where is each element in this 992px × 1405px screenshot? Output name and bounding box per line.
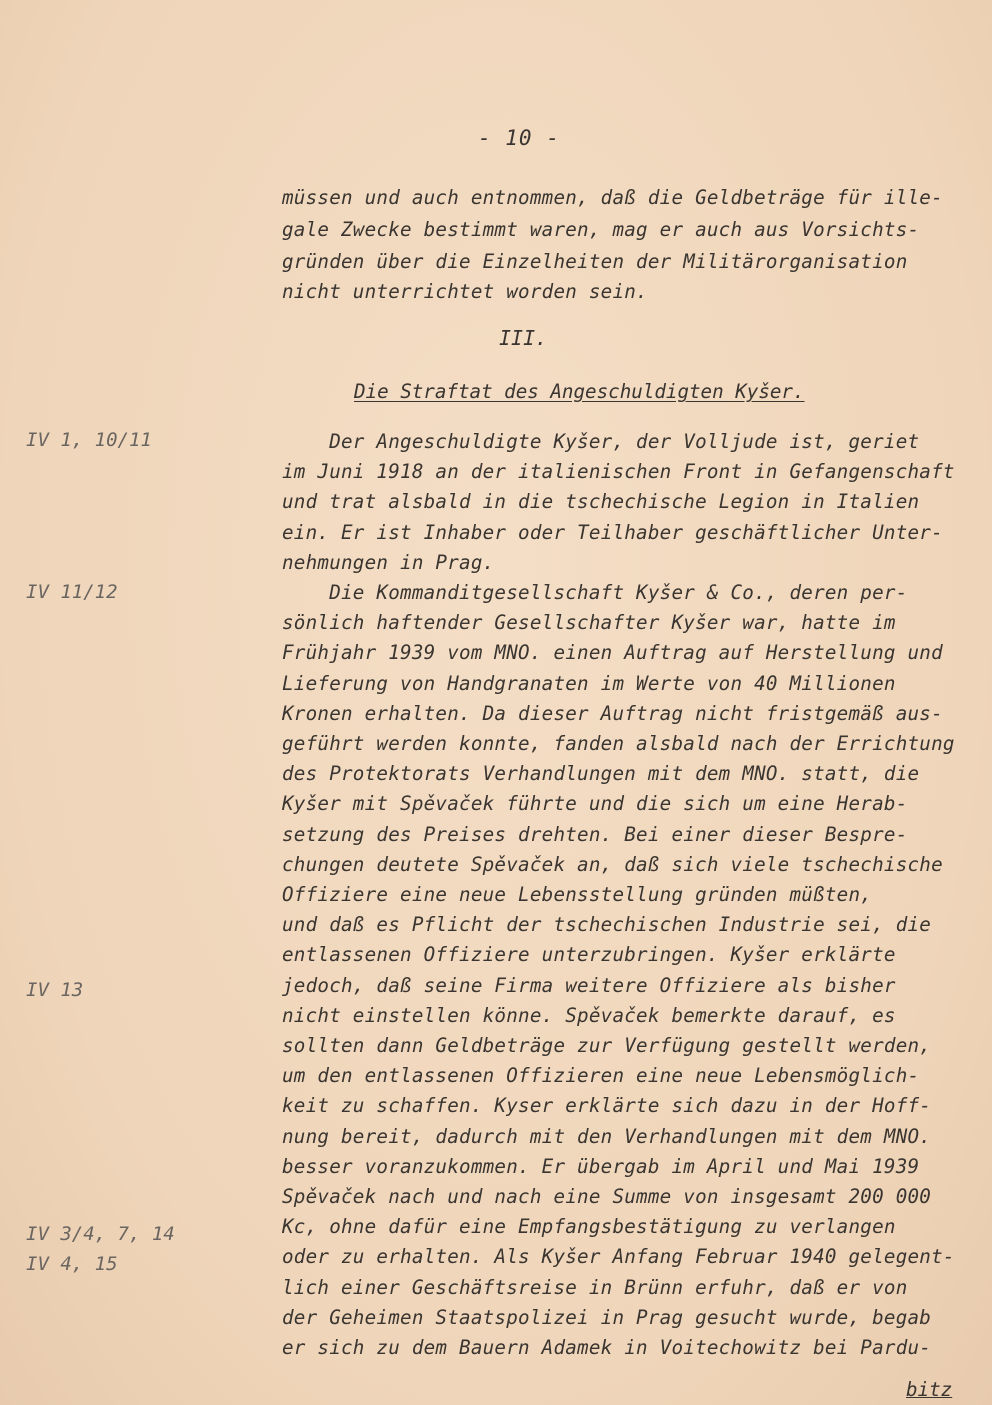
body-line: Kronen erhalten. Da dieser Auftrag nicht fristgemäß aus- <box>282 702 943 725</box>
body-line: und trat alsbald in die tschechische Legion in Italien <box>282 490 920 513</box>
body-line: Kyšer mit Spěvaček führte und die sich um eine Herab- <box>282 792 908 815</box>
body-line: nehmungen in Prag. <box>282 551 495 574</box>
body-line: jedoch, daß seine Firma weitere Offiziere als bisher <box>282 974 896 997</box>
body-line: Spěvaček nach und nach eine Summe von insgesamt 200 000 <box>282 1185 932 1208</box>
margin-note: IV 13 <box>26 979 84 1001</box>
body-line: er sich zu dem Bauern Adamek in Voitechowitz bei Pardu- <box>282 1336 932 1359</box>
body-line: setzung des Preises drehten. Bei einer dieser Bespre- <box>282 823 908 846</box>
page-number: - 10 - <box>478 126 560 150</box>
body-line: Der Angeschuldigte Kyšer, der Volljude ist, geriet <box>282 430 920 453</box>
section-title: Die Straftat des Angeschuldigten Kyšer. <box>354 380 805 403</box>
body-line: Die Kommanditgesellschaft Kyšer & Co., deren per- <box>282 581 908 604</box>
body-line: lich einer Geschäftsreise in Brünn erfuhr, daß er von <box>282 1276 908 1299</box>
body-line: der Geheimen Staatspolizei in Prag gesucht wurde, begab <box>282 1306 932 1329</box>
body-line: oder zu erhalten. Als Kyšer Anfang Februar 1940 gelegent- <box>282 1245 955 1268</box>
body-line: um den entlassenen Offizieren eine neue Lebensmöglich- <box>282 1064 920 1087</box>
intro-line: müssen und auch entnommen, daß die Geldbeträge für ille- <box>282 186 943 209</box>
body-line: nung bereit, dadurch mit den Verhandlungen mit dem MNO. <box>282 1125 932 1148</box>
body-line: sönlich haftender Gesellschafter Kyšer war, hatte im <box>282 611 896 634</box>
body-line: keit zu schaffen. Kyser erklärte sich dazu in der Hoff- <box>282 1094 932 1117</box>
intro-line: gale Zwecke bestimmt waren, mag er auch aus Vorsichts- <box>282 218 920 241</box>
body-line: Offiziere eine neue Lebensstellung gründen müßten, <box>282 883 873 906</box>
body-line: ein. Er ist Inhaber oder Teilhaber geschäftlicher Unter- <box>282 521 943 544</box>
intro-line: nicht unterrichtet worden sein. <box>282 280 648 303</box>
body-line: entlassenen Offiziere unterzubringen. Kyšer erklärte <box>282 943 896 966</box>
body-line: und daß es Pflicht der tschechischen Industrie sei, die <box>282 913 932 936</box>
margin-note: IV 3/4, 7, 14 <box>26 1223 175 1245</box>
section-number: III. <box>499 326 548 350</box>
body-line: besser voranzukommen. Er übergab im April und Mai 1939 <box>282 1155 920 1178</box>
margin-note: IV 1, 10/11 <box>26 429 152 451</box>
next-page-catchword: bitz <box>906 1378 953 1401</box>
body-line: geführt werden konnte, fanden alsbald nach der Errichtung <box>282 732 955 755</box>
body-line: Lieferung von Handgranaten im Werte von 40 Millionen <box>282 672 896 695</box>
margin-note: IV 11/12 <box>26 581 118 603</box>
body-line: sollten dann Geldbeträge zur Verfügung gestellt werden, <box>282 1034 932 1057</box>
body-line: Frühjahr 1939 vom MNO. einen Auftrag auf Herstellung und <box>282 641 943 664</box>
intro-line: gründen über die Einzelheiten der Militärorganisation <box>282 250 908 273</box>
body-line: chungen deutete Spěvaček an, daß sich viele tschechische <box>282 853 943 876</box>
body-line: im Juni 1918 an der italienischen Front in Gefangenschaft <box>282 460 955 483</box>
margin-note: IV 4, 15 <box>26 1253 118 1275</box>
body-line: des Protektorats Verhandlungen mit dem MNO. statt, die <box>282 762 920 785</box>
body-line: nicht einstellen könne. Spěvaček bemerkte darauf, es <box>282 1004 896 1027</box>
body-line: Kc, ohne dafür eine Empfangsbestätigung zu verlangen <box>282 1215 896 1238</box>
